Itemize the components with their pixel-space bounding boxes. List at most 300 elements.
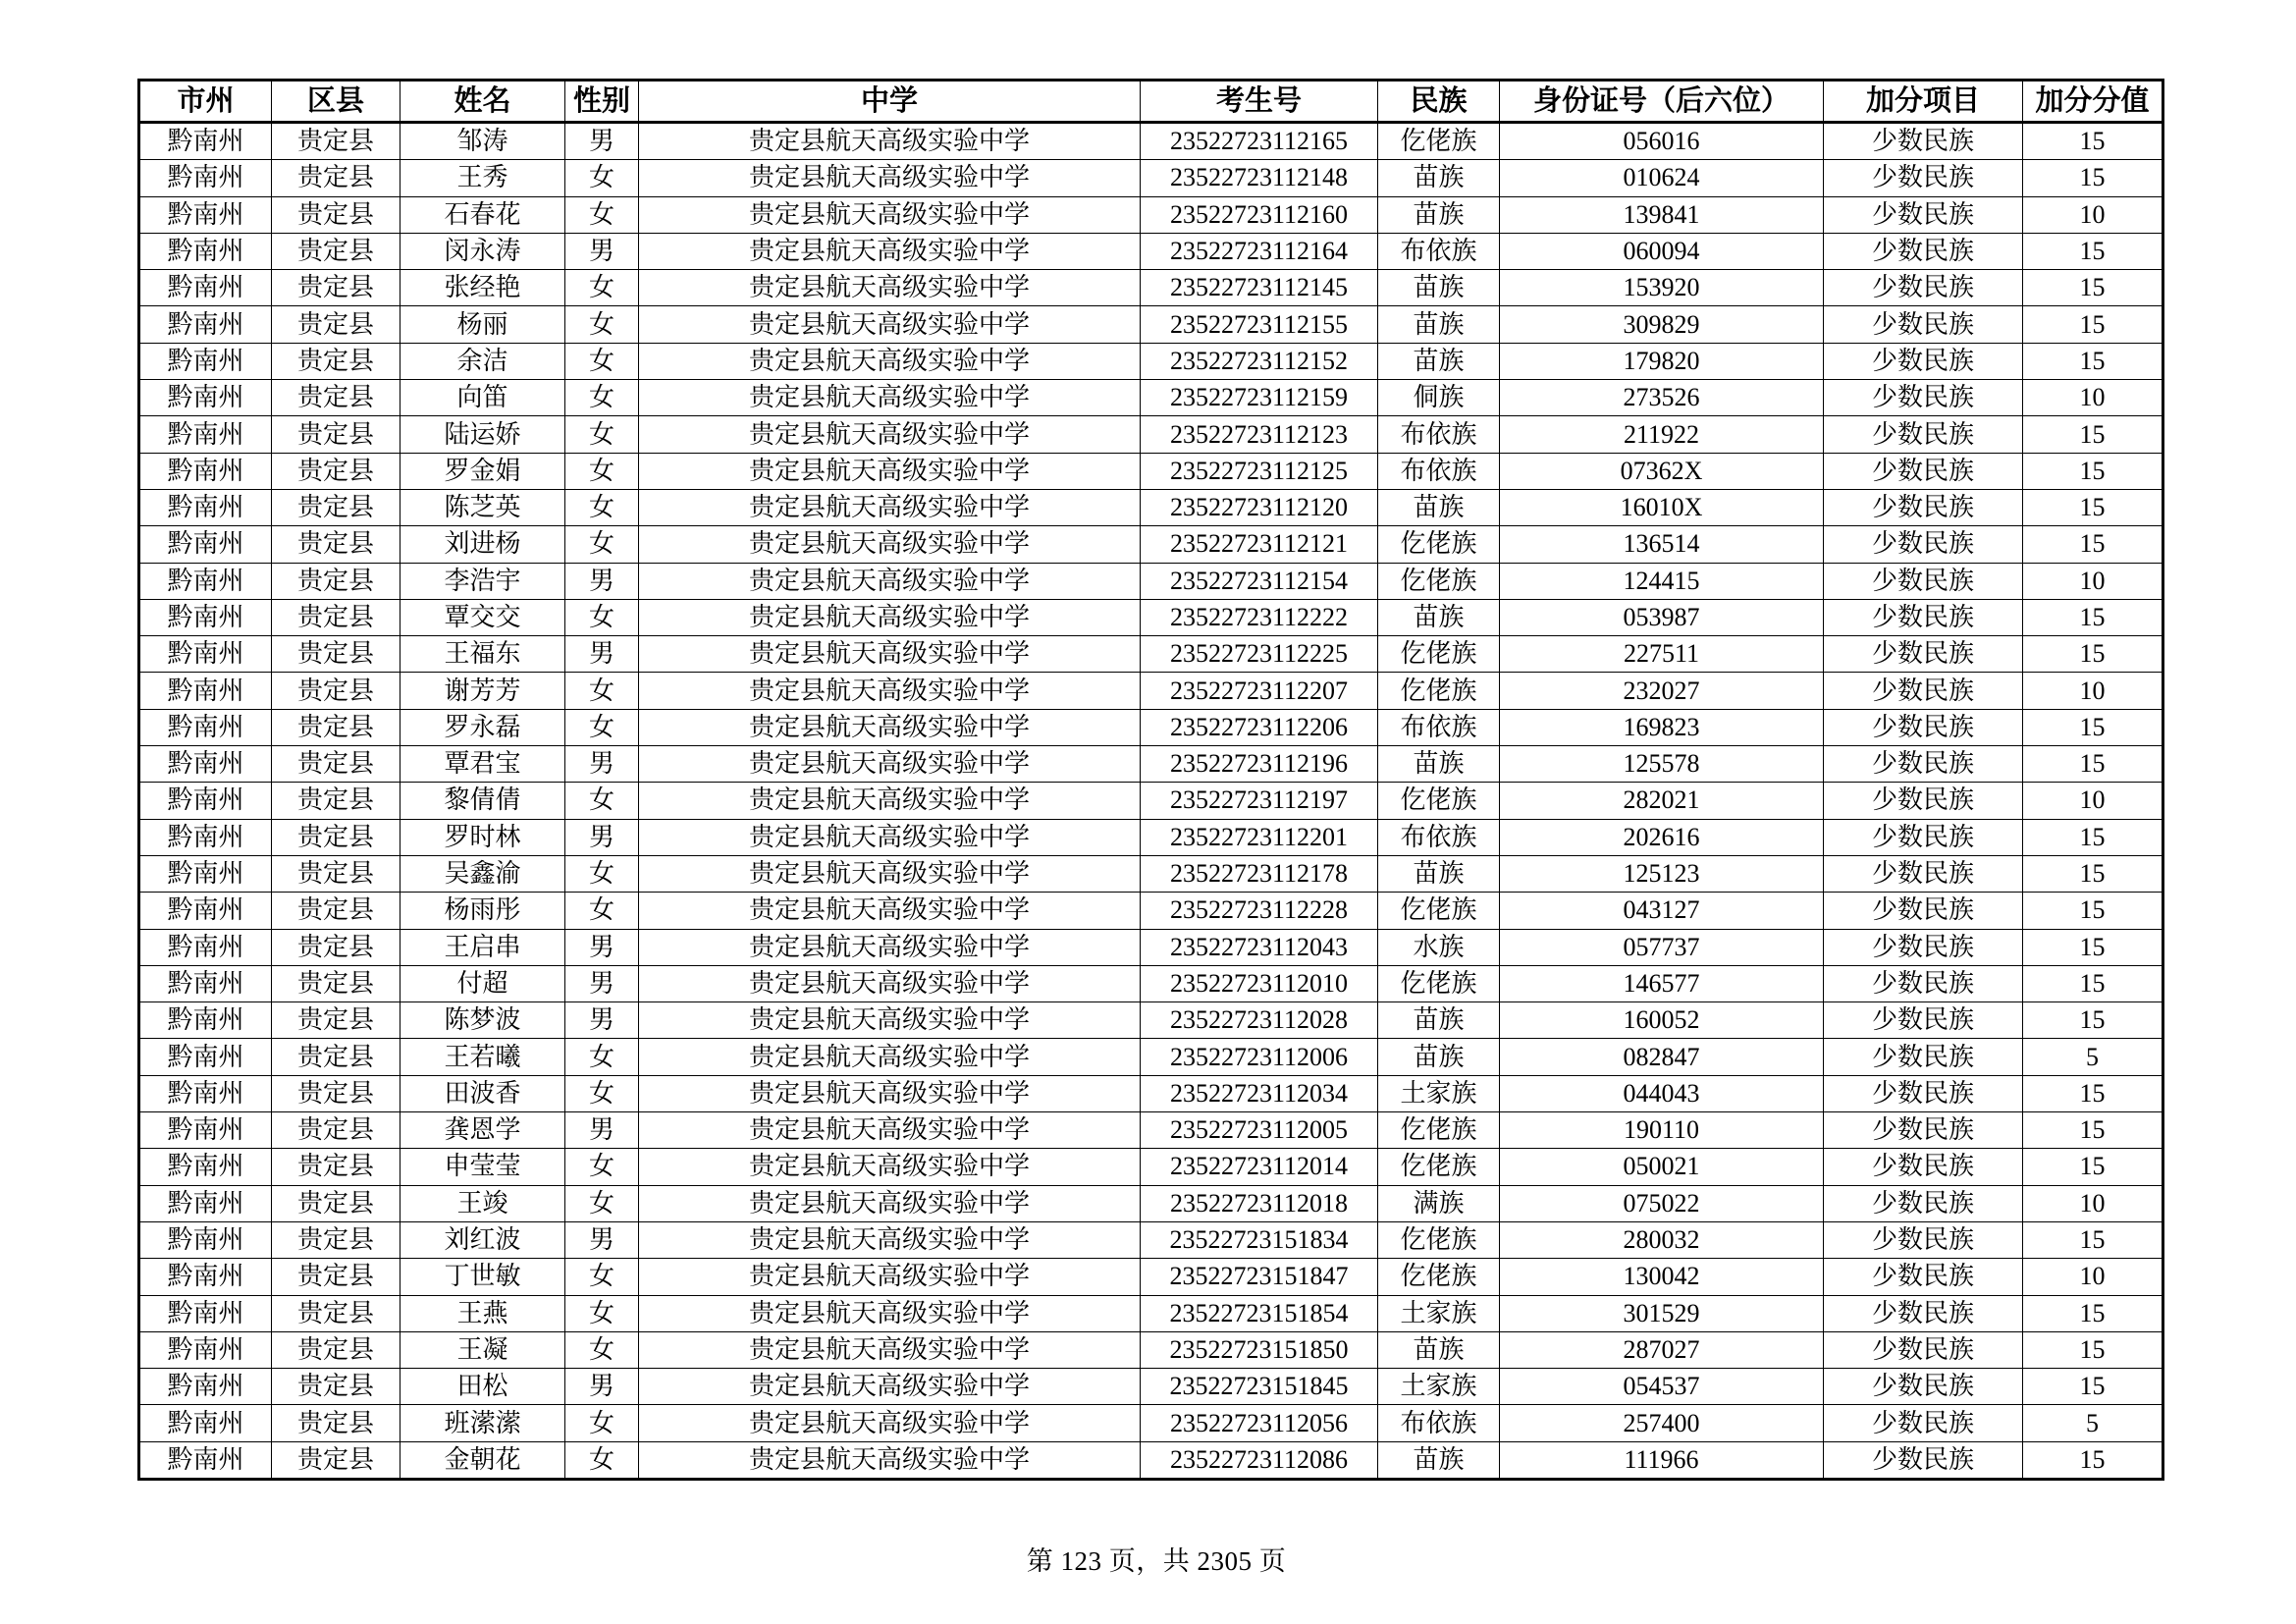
cell-gender: 女	[565, 380, 639, 416]
cell-ethnicity: 苗族	[1378, 855, 1500, 892]
cell-city: 黔南州	[139, 416, 272, 453]
cell-bonus-item: 少数民族	[1824, 453, 2023, 489]
cell-county: 贵定县	[272, 819, 400, 855]
cell-school: 贵定县航天高级实验中学	[639, 855, 1141, 892]
cell-county: 贵定县	[272, 636, 400, 673]
cell-bonus-item: 少数民族	[1824, 123, 2023, 160]
column-header-city: 市州	[139, 81, 272, 123]
cell-name: 罗金娟	[400, 453, 565, 489]
cell-gender: 女	[565, 709, 639, 745]
cell-id-last-six: 130042	[1500, 1259, 1824, 1295]
cell-exam-number: 23522723112160	[1141, 196, 1378, 233]
column-header-name: 姓名	[400, 81, 565, 123]
cell-school: 贵定县航天高级实验中学	[639, 1112, 1141, 1149]
cell-school: 贵定县航天高级实验中学	[639, 1441, 1141, 1479]
cell-bonus-points: 15	[2023, 1295, 2163, 1331]
cell-school: 贵定县航天高级实验中学	[639, 1039, 1141, 1075]
cell-name: 龚恩学	[400, 1112, 565, 1149]
cell-gender: 女	[565, 1185, 639, 1221]
cell-county: 贵定县	[272, 893, 400, 929]
cell-ethnicity: 苗族	[1378, 1039, 1500, 1075]
cell-exam-number: 23522723112125	[1141, 453, 1378, 489]
cell-id-last-six: 160052	[1500, 1002, 1824, 1039]
cell-county: 贵定县	[272, 453, 400, 489]
cell-bonus-points: 5	[2023, 1039, 2163, 1075]
cell-ethnicity: 苗族	[1378, 306, 1500, 343]
cell-bonus-points: 15	[2023, 1112, 2163, 1149]
cell-id-last-six: 169823	[1500, 709, 1824, 745]
cell-county: 贵定县	[272, 1441, 400, 1479]
column-header-bonus-points: 加分分值	[2023, 81, 2163, 123]
cell-gender: 女	[565, 855, 639, 892]
cell-gender: 女	[565, 1039, 639, 1075]
cell-id-last-six: 125123	[1500, 855, 1824, 892]
table-row	[139, 709, 2163, 745]
cell-bonus-item: 少数民族	[1824, 1369, 2023, 1405]
cell-exam-number: 23522723112056	[1141, 1405, 1378, 1441]
cell-name: 吴鑫渝	[400, 855, 565, 892]
cell-ethnicity: 仡佬族	[1378, 1259, 1500, 1295]
cell-exam-number: 23522723112123	[1141, 416, 1378, 453]
cell-id-last-six: 075022	[1500, 1185, 1824, 1221]
cell-county: 贵定县	[272, 306, 400, 343]
table-row	[139, 1112, 2163, 1149]
table-row	[139, 343, 2163, 379]
cell-name: 石春花	[400, 196, 565, 233]
cell-bonus-item: 少数民族	[1824, 1112, 2023, 1149]
table-row	[139, 893, 2163, 929]
cell-bonus-points: 15	[2023, 1441, 2163, 1479]
cell-ethnicity: 仡佬族	[1378, 965, 1500, 1001]
cell-gender: 男	[565, 563, 639, 599]
cell-name: 罗永磊	[400, 709, 565, 745]
cell-name: 李浩宇	[400, 563, 565, 599]
cell-ethnicity: 仡佬族	[1378, 1221, 1500, 1258]
cell-bonus-points: 15	[2023, 929, 2163, 965]
cell-bonus-item: 少数民族	[1824, 160, 2023, 196]
table-row	[139, 1441, 2163, 1479]
cell-bonus-item: 少数民族	[1824, 380, 2023, 416]
cell-ethnicity: 苗族	[1378, 599, 1500, 635]
cell-id-last-six: 111966	[1500, 1441, 1824, 1479]
cell-city: 黔南州	[139, 233, 272, 269]
cell-id-last-six: 136514	[1500, 526, 1824, 563]
cell-ethnicity: 苗族	[1378, 270, 1500, 306]
cell-bonus-points: 10	[2023, 196, 2163, 233]
cell-county: 贵定县	[272, 709, 400, 745]
cell-exam-number: 23522723112154	[1141, 563, 1378, 599]
cell-gender: 女	[565, 1075, 639, 1111]
cell-bonus-item: 少数民族	[1824, 1002, 2023, 1039]
cell-bonus-item: 少数民族	[1824, 709, 2023, 745]
cell-ethnicity: 苗族	[1378, 196, 1500, 233]
cell-city: 黔南州	[139, 1441, 272, 1479]
table-header	[139, 81, 2163, 123]
cell-bonus-points: 15	[2023, 270, 2163, 306]
cell-city: 黔南州	[139, 783, 272, 819]
cell-gender: 女	[565, 783, 639, 819]
cell-ethnicity: 仡佬族	[1378, 893, 1500, 929]
cell-gender: 男	[565, 636, 639, 673]
cell-school: 贵定县航天高级实验中学	[639, 1002, 1141, 1039]
cell-bonus-points: 15	[2023, 965, 2163, 1001]
cell-name: 罗时林	[400, 819, 565, 855]
cell-id-last-six: 139841	[1500, 196, 1824, 233]
cell-id-last-six: 082847	[1500, 1039, 1824, 1075]
cell-bonus-item: 少数民族	[1824, 270, 2023, 306]
cell-school: 贵定县航天高级实验中学	[639, 233, 1141, 269]
cell-exam-number: 23522723112159	[1141, 380, 1378, 416]
table-row	[139, 1295, 2163, 1331]
cell-ethnicity: 布依族	[1378, 416, 1500, 453]
cell-id-last-six: 227511	[1500, 636, 1824, 673]
cell-name: 谢芳芳	[400, 673, 565, 709]
cell-exam-number: 23522723112206	[1141, 709, 1378, 745]
cell-city: 黔南州	[139, 636, 272, 673]
cell-school: 贵定县航天高级实验中学	[639, 746, 1141, 783]
cell-id-last-six: 146577	[1500, 965, 1824, 1001]
cell-school: 贵定县航天高级实验中学	[639, 783, 1141, 819]
cell-ethnicity: 苗族	[1378, 1002, 1500, 1039]
cell-exam-number: 23522723112121	[1141, 526, 1378, 563]
cell-name: 班潆潆	[400, 1405, 565, 1441]
cell-bonus-item: 少数民族	[1824, 306, 2023, 343]
cell-school: 贵定县航天高级实验中学	[639, 160, 1141, 196]
cell-bonus-points: 5	[2023, 1405, 2163, 1441]
cell-id-last-six: 050021	[1500, 1149, 1824, 1185]
cell-bonus-points: 15	[2023, 306, 2163, 343]
cell-school: 贵定县航天高级实验中学	[639, 380, 1141, 416]
cell-school: 贵定县航天高级实验中学	[639, 636, 1141, 673]
cell-school: 贵定县航天高级实验中学	[639, 1075, 1141, 1111]
cell-ethnicity: 侗族	[1378, 380, 1500, 416]
cell-id-last-six: 060094	[1500, 233, 1824, 269]
cell-name: 王竣	[400, 1185, 565, 1221]
cell-bonus-points: 10	[2023, 673, 2163, 709]
column-header-bonus-item: 加分项目	[1824, 81, 2023, 123]
cell-name: 金朝花	[400, 1441, 565, 1479]
cell-school: 贵定县航天高级实验中学	[639, 1259, 1141, 1295]
header-row	[139, 81, 2163, 123]
cell-city: 黔南州	[139, 1405, 272, 1441]
cell-name: 丁世敏	[400, 1259, 565, 1295]
cell-ethnicity: 仡佬族	[1378, 1112, 1500, 1149]
cell-ethnicity: 仡佬族	[1378, 673, 1500, 709]
cell-bonus-points: 15	[2023, 855, 2163, 892]
cell-gender: 女	[565, 1259, 639, 1295]
cell-school: 贵定县航天高级实验中学	[639, 526, 1141, 563]
cell-gender: 女	[565, 1405, 639, 1441]
cell-city: 黔南州	[139, 306, 272, 343]
cell-id-last-six: 153920	[1500, 270, 1824, 306]
table-row	[139, 489, 2163, 525]
cell-county: 贵定县	[272, 1259, 400, 1295]
table-body	[139, 123, 2163, 1480]
cell-name: 付超	[400, 965, 565, 1001]
cell-ethnicity: 布依族	[1378, 819, 1500, 855]
cell-id-last-six: 010624	[1500, 160, 1824, 196]
cell-gender: 女	[565, 893, 639, 929]
cell-id-last-six: 232027	[1500, 673, 1824, 709]
cell-id-last-six: 054537	[1500, 1369, 1824, 1405]
cell-id-last-six: 280032	[1500, 1221, 1824, 1258]
cell-id-last-six: 211922	[1500, 416, 1824, 453]
cell-exam-number: 23522723112005	[1141, 1112, 1378, 1149]
cell-exam-number: 23522723112010	[1141, 965, 1378, 1001]
table-row	[139, 380, 2163, 416]
cell-bonus-points: 15	[2023, 746, 2163, 783]
cell-bonus-points: 15	[2023, 893, 2163, 929]
cell-city: 黔南州	[139, 673, 272, 709]
cell-county: 贵定县	[272, 343, 400, 379]
cell-bonus-item: 少数民族	[1824, 783, 2023, 819]
cell-city: 黔南州	[139, 893, 272, 929]
cell-school: 贵定县航天高级实验中学	[639, 1295, 1141, 1331]
column-header-gender: 性别	[565, 81, 639, 123]
cell-city: 黔南州	[139, 380, 272, 416]
cell-id-last-six: 124415	[1500, 563, 1824, 599]
cell-bonus-points: 15	[2023, 489, 2163, 525]
cell-bonus-points: 15	[2023, 526, 2163, 563]
cell-school: 贵定县航天高级实验中学	[639, 1185, 1141, 1221]
cell-bonus-points: 15	[2023, 1149, 2163, 1185]
cell-bonus-item: 少数民族	[1824, 233, 2023, 269]
cell-name: 陈梦波	[400, 1002, 565, 1039]
cell-exam-number: 23522723112228	[1141, 893, 1378, 929]
cell-county: 贵定县	[272, 1295, 400, 1331]
cell-gender: 女	[565, 1149, 639, 1185]
cell-name: 田波香	[400, 1075, 565, 1111]
cell-school: 贵定县航天高级实验中学	[639, 123, 1141, 160]
cell-city: 黔南州	[139, 489, 272, 525]
cell-county: 贵定县	[272, 855, 400, 892]
table-row	[139, 855, 2163, 892]
cell-bonus-item: 少数民族	[1824, 526, 2023, 563]
cell-county: 贵定县	[272, 563, 400, 599]
cell-exam-number: 23522723151847	[1141, 1259, 1378, 1295]
cell-id-last-six: 282021	[1500, 783, 1824, 819]
cell-city: 黔南州	[139, 746, 272, 783]
cell-exam-number: 23522723112152	[1141, 343, 1378, 379]
cell-city: 黔南州	[139, 123, 272, 160]
cell-bonus-item: 少数民族	[1824, 893, 2023, 929]
cell-bonus-item: 少数民族	[1824, 1405, 2023, 1441]
cell-bonus-item: 少数民族	[1824, 1259, 2023, 1295]
cell-ethnicity: 满族	[1378, 1185, 1500, 1221]
cell-county: 贵定县	[272, 270, 400, 306]
cell-school: 贵定县航天高级实验中学	[639, 1405, 1141, 1441]
cell-bonus-item: 少数民族	[1824, 1185, 2023, 1221]
column-header-ethnicity: 民族	[1378, 81, 1500, 123]
cell-gender: 女	[565, 306, 639, 343]
cell-exam-number: 23522723112145	[1141, 270, 1378, 306]
cell-bonus-item: 少数民族	[1824, 489, 2023, 525]
cell-ethnicity: 土家族	[1378, 1369, 1500, 1405]
table-row	[139, 526, 2163, 563]
cell-gender: 女	[565, 1331, 639, 1368]
cell-ethnicity: 仡佬族	[1378, 563, 1500, 599]
cell-gender: 男	[565, 965, 639, 1001]
cell-county: 贵定县	[272, 929, 400, 965]
cell-exam-number: 23522723112014	[1141, 1149, 1378, 1185]
cell-name: 杨雨彤	[400, 893, 565, 929]
cell-gender: 女	[565, 489, 639, 525]
cell-name: 杨丽	[400, 306, 565, 343]
cell-bonus-item: 少数民族	[1824, 1331, 2023, 1368]
cell-ethnicity: 苗族	[1378, 160, 1500, 196]
cell-ethnicity: 布依族	[1378, 233, 1500, 269]
table-row	[139, 965, 2163, 1001]
cell-ethnicity: 布依族	[1378, 709, 1500, 745]
cell-name: 王若曦	[400, 1039, 565, 1075]
cell-exam-number: 23522723112155	[1141, 306, 1378, 343]
cell-city: 黔南州	[139, 526, 272, 563]
cell-school: 贵定县航天高级实验中学	[639, 1331, 1141, 1368]
table-row	[139, 746, 2163, 783]
cell-county: 贵定县	[272, 1039, 400, 1075]
cell-city: 黔南州	[139, 453, 272, 489]
cell-id-last-six: 043127	[1500, 893, 1824, 929]
cell-id-last-six: 16010X	[1500, 489, 1824, 525]
cell-bonus-item: 少数民族	[1824, 343, 2023, 379]
cell-bonus-points: 15	[2023, 1075, 2163, 1111]
cell-id-last-six: 202616	[1500, 819, 1824, 855]
cell-gender: 女	[565, 270, 639, 306]
cell-exam-number: 23522723112207	[1141, 673, 1378, 709]
cell-exam-number: 23522723112165	[1141, 123, 1378, 160]
cell-exam-number: 23522723112006	[1141, 1039, 1378, 1075]
cell-city: 黔南州	[139, 1149, 272, 1185]
cell-city: 黔南州	[139, 1369, 272, 1405]
cell-name: 刘进杨	[400, 526, 565, 563]
cell-city: 黔南州	[139, 160, 272, 196]
cell-city: 黔南州	[139, 1185, 272, 1221]
cell-gender: 男	[565, 233, 639, 269]
table-row	[139, 929, 2163, 965]
cell-name: 田松	[400, 1369, 565, 1405]
table-row	[139, 270, 2163, 306]
cell-bonus-points: 15	[2023, 343, 2163, 379]
cell-bonus-item: 少数民族	[1824, 563, 2023, 599]
cell-bonus-points: 15	[2023, 709, 2163, 745]
cell-name: 张经艳	[400, 270, 565, 306]
cell-city: 黔南州	[139, 1039, 272, 1075]
cell-county: 贵定县	[272, 380, 400, 416]
cell-ethnicity: 仡佬族	[1378, 783, 1500, 819]
cell-bonus-points: 10	[2023, 1185, 2163, 1221]
cell-bonus-item: 少数民族	[1824, 746, 2023, 783]
cell-gender: 男	[565, 1221, 639, 1258]
table-row	[139, 563, 2163, 599]
cell-name: 王凝	[400, 1331, 565, 1368]
cell-county: 贵定县	[272, 673, 400, 709]
cell-id-last-six: 190110	[1500, 1112, 1824, 1149]
cell-school: 贵定县航天高级实验中学	[639, 599, 1141, 635]
cell-id-last-six: 309829	[1500, 306, 1824, 343]
cell-id-last-six: 053987	[1500, 599, 1824, 635]
cell-bonus-item: 少数民族	[1824, 1221, 2023, 1258]
cell-county: 贵定县	[272, 965, 400, 1001]
table-row	[139, 1405, 2163, 1441]
cell-exam-number: 23522723112222	[1141, 599, 1378, 635]
cell-bonus-points: 15	[2023, 1002, 2163, 1039]
cell-city: 黔南州	[139, 709, 272, 745]
table-row	[139, 1039, 2163, 1075]
cell-city: 黔南州	[139, 1112, 272, 1149]
cell-city: 黔南州	[139, 929, 272, 965]
cell-gender: 男	[565, 123, 639, 160]
cell-id-last-six: 057737	[1500, 929, 1824, 965]
cell-bonus-item: 少数民族	[1824, 965, 2023, 1001]
cell-bonus-item: 少数民族	[1824, 1075, 2023, 1111]
cell-city: 黔南州	[139, 1075, 272, 1111]
cell-city: 黔南州	[139, 1295, 272, 1331]
cell-county: 贵定县	[272, 1369, 400, 1405]
cell-exam-number: 23522723112164	[1141, 233, 1378, 269]
cell-exam-number: 23522723112178	[1141, 855, 1378, 892]
cell-bonus-points: 15	[2023, 1331, 2163, 1368]
column-header-county: 区县	[272, 81, 400, 123]
cell-id-last-six: 273526	[1500, 380, 1824, 416]
cell-county: 贵定县	[272, 1185, 400, 1221]
cell-gender: 男	[565, 1112, 639, 1149]
cell-name: 王燕	[400, 1295, 565, 1331]
cell-exam-number: 23522723112028	[1141, 1002, 1378, 1039]
cell-city: 黔南州	[139, 965, 272, 1001]
cell-name: 陈芝英	[400, 489, 565, 525]
cell-bonus-item: 少数民族	[1824, 1149, 2023, 1185]
cell-city: 黔南州	[139, 1331, 272, 1368]
cell-bonus-item: 少数民族	[1824, 929, 2023, 965]
cell-county: 贵定县	[272, 233, 400, 269]
cell-id-last-six: 056016	[1500, 123, 1824, 160]
cell-id-last-six: 179820	[1500, 343, 1824, 379]
cell-city: 黔南州	[139, 819, 272, 855]
cell-exam-number: 23522723112043	[1141, 929, 1378, 965]
cell-school: 贵定县航天高级实验中学	[639, 306, 1141, 343]
cell-bonus-item: 少数民族	[1824, 636, 2023, 673]
cell-county: 贵定县	[272, 783, 400, 819]
cell-county: 贵定县	[272, 526, 400, 563]
table-row	[139, 416, 2163, 453]
cell-name: 余洁	[400, 343, 565, 379]
cell-exam-number: 23522723151850	[1141, 1331, 1378, 1368]
cell-ethnicity: 布依族	[1378, 1405, 1500, 1441]
cell-gender: 女	[565, 526, 639, 563]
cell-ethnicity: 仡佬族	[1378, 1149, 1500, 1185]
cell-school: 贵定县航天高级实验中学	[639, 196, 1141, 233]
cell-county: 贵定县	[272, 416, 400, 453]
cell-exam-number: 23522723112034	[1141, 1075, 1378, 1111]
cell-city: 黔南州	[139, 343, 272, 379]
cell-bonus-points: 15	[2023, 233, 2163, 269]
column-header-id-last-six: 身份证号（后六位）	[1500, 81, 1824, 123]
column-header-exam-number: 考生号	[1141, 81, 1378, 123]
cell-county: 贵定县	[272, 123, 400, 160]
table-row	[139, 160, 2163, 196]
cell-name: 闵永涛	[400, 233, 565, 269]
cell-gender: 女	[565, 1441, 639, 1479]
cell-city: 黔南州	[139, 563, 272, 599]
cell-bonus-points: 15	[2023, 819, 2163, 855]
cell-gender: 男	[565, 1002, 639, 1039]
cell-exam-number: 23522723151845	[1141, 1369, 1378, 1405]
cell-school: 贵定县航天高级实验中学	[639, 270, 1141, 306]
cell-city: 黔南州	[139, 855, 272, 892]
cell-bonus-item: 少数民族	[1824, 673, 2023, 709]
bonus-points-table	[137, 79, 2164, 1481]
table-row	[139, 819, 2163, 855]
